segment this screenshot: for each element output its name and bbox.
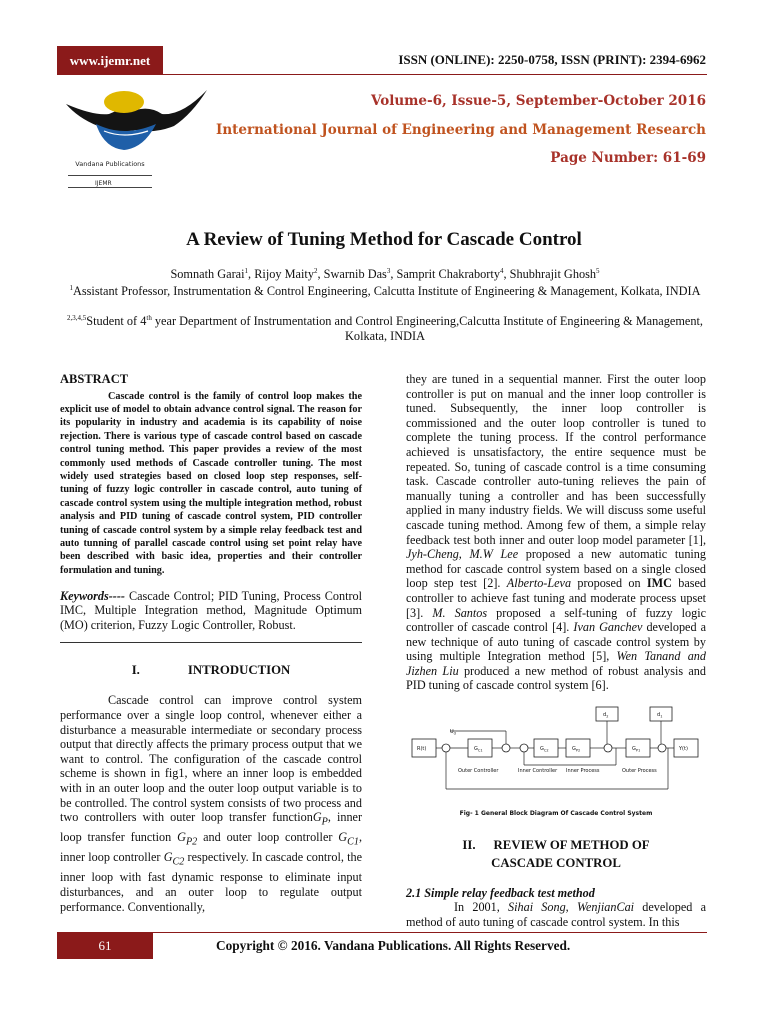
sum-junction	[442, 744, 450, 752]
issn-line: ISSN (ONLINE): 2250-0758, ISSN (PRINT): 2394-6962	[398, 52, 706, 67]
keywords: Keywords---- Cascade Control; PID Tuning, Process Control IMC, Multiple Integration method, Magnitude Optimum (MO) criterion, Fuzzy Logic Controller, Robust.	[60, 589, 362, 632]
label-inner-process: Inner Process	[566, 768, 600, 775]
abstract-heading: ABSTRACT	[60, 372, 129, 386]
figure-caption: Fig- 1 General Block Diagram Of Cascade Control System	[459, 810, 653, 818]
label-outer-process: Outer Process	[622, 768, 657, 775]
journal-name: International Journal of Engineering and Management Research	[216, 122, 706, 138]
svg-text:GC2: $G_{C2}$	[540, 746, 549, 753]
logo-divider	[68, 187, 152, 188]
copyright-notice: Copyright © 2016. Vandana Publications. All Rights Reserved.	[216, 938, 571, 953]
author-name: Shubhrajit Ghosh	[509, 267, 597, 282]
label-output: Y(t)	[679, 746, 688, 753]
header-rule	[57, 74, 707, 75]
logo-publisher: Vandana Publications	[75, 160, 145, 168]
page-number-range: Page Number: 61-69	[550, 150, 706, 166]
svg-text:d1: $d_1$	[657, 712, 663, 719]
affiliation-2: $^{2,3,4,5}$Student of 4th year Department of Instrumentation and Control Engineering,Calcutta Institute of Engineering & Management, Kolkata, INDIA	[67, 314, 703, 344]
logo-divider	[68, 175, 152, 176]
author-name: Swarnib Das	[323, 267, 387, 282]
right-column	[406, 372, 706, 929]
section-2-paragraph: In 2001, Sihai Song, WenjianCai developed a method of auto tuning of cascade control system. In this	[406, 900, 706, 929]
label-inner-controller: Inner Controller	[518, 768, 558, 775]
footer-page-number: 61	[57, 932, 153, 959]
introduction-heading: I. INTRODUCTION	[131, 662, 291, 677]
left-column	[60, 372, 362, 914]
author-name: Rijoy Maity	[254, 267, 314, 282]
paper-title: A Review of Tuning Method for Cascade Control	[186, 229, 582, 250]
author-name: Somnath Garai	[170, 267, 245, 282]
sum-junction	[604, 744, 612, 752]
svg-text:GP1: $G_{P1}$	[632, 746, 641, 753]
svg-text:Ud: $U_d$	[450, 729, 456, 736]
sum-junction	[502, 744, 510, 752]
label-reference: R(t)	[417, 746, 427, 753]
svg-text:GP2: $G_{P2}$	[572, 746, 581, 753]
cascade-block-diagram	[406, 701, 706, 807]
subsection-heading: 2.1 Simple relay feedback test method	[406, 885, 595, 900]
abstract-text: Cascade control is the family of control loop makes the explicit use of model to obtain advance control signal. The reason for its popularity in industry and academia is its capability of noise rejection. There is various type of cascade control based on cascade control tuning method. This paper provides a review of the most commonly used methods of Cascade controller tuning. The most widely used strategies based on closed loop step responses, self- tuning of fuzzy logic controller in cascade control, auto tuning of cascade control system using the multiple integration method, robust analysis and PID tuning of cascade control system, PID controller tuning of cascade control system by a simple relay feedback test and auto tunning of parallel cascade control using set point relay have been described with basic idea, properties and their controller formulation and tuning.	[60, 390, 362, 576]
section-divider	[60, 642, 362, 643]
introduction-continued: they are tuned in a sequential manner. First the outer loop controller is put on manual and the inner loop controller is tuned. Subsequently, the inner loop controller is commissioned and the outer loop controller is tuned to complete the tuning process. If the control performance achieved is unsatisfactory, the entire sequence must be repeated. So, tuning of cascade control is a time consuming task. Cascade controller auto-tuning relieves the pain of manually tuning a controller and has been successfully applied in many industry fields. We will discuss some useful cascade tuning method. Among few of them, a simple relay feedback test both inner and outer loop model parameter [1], Jyh-Cheng, M.W Lee proposed a new automatic tuning method for cascade control system based on a single closed loop step test [2]. Alberto-Leva proposed on IMC based controller to achieve fast tuning and moderate process upset [3]. M. Santos proposed a self-tuning of fuzzy logic controller of cascade control [4]. Ivan Ganchev developed a new technique of auto tuning of cascade control system by using multiple Integration method [5], Wen Tanand and Jizhen Liu produced a new method of robust analysis and PID tuning of cascade control system [6].	[406, 372, 707, 693]
logo-sun	[104, 91, 144, 113]
section-2-heading: II. REVIEW OF METHOD OF CASCADE CONTROL	[462, 837, 650, 870]
logo-abbr: IJEMR	[95, 180, 112, 187]
introduction-paragraph: Cascade control can improve control system performance over a single loop control, whenever either a disturbance a measurable intermediate or secondary process output that directly affects the primary process output that we want to control. The configuration of the cascade control scheme is shown in fig1, where an inner loop is embedded with in an outer loop and the outer loop output variable is to be controlled. The control system consists of two process and two controllers with outer loop transfer functionG$_P$, inner loop transfer function $G_{P2}$ and outer loop controller $G_{C1}$, inner loop controller $G_{C2}$ respectively. In cascade control, the inner loop with fast dynamic response to eliminate input disturbances, and an outer loop to regulate output performance. Conventionally,	[60, 693, 363, 914]
footer-rule	[57, 932, 707, 933]
svg-text:GC1: $G_{C1}$	[474, 746, 483, 753]
sum-junction	[520, 744, 528, 752]
affiliation-1: $^1$Assistant Professor, Instrumentation & Control Engineering, Calcutta Institute of Engineering & Management, Kolkata, INDIA	[69, 284, 701, 299]
author-list: Somnath Garai$^1$, Rijoy Maity$^2$, Swarnib Das$^3$, Samprit Chakraborty$^4$, Shubhrajit Ghosh$^5$	[170, 267, 600, 282]
label-outer-controller: Outer Controller	[458, 768, 499, 775]
sum-junction	[658, 744, 666, 752]
journal-url[interactable]: www.ijemr.net	[57, 46, 163, 75]
volume-issue: Volume-6, Issue-5, September-October 2016	[370, 93, 706, 109]
svg-text:d2: $d_2$	[603, 712, 609, 719]
author-name: Samprit Chakraborty	[396, 267, 500, 282]
